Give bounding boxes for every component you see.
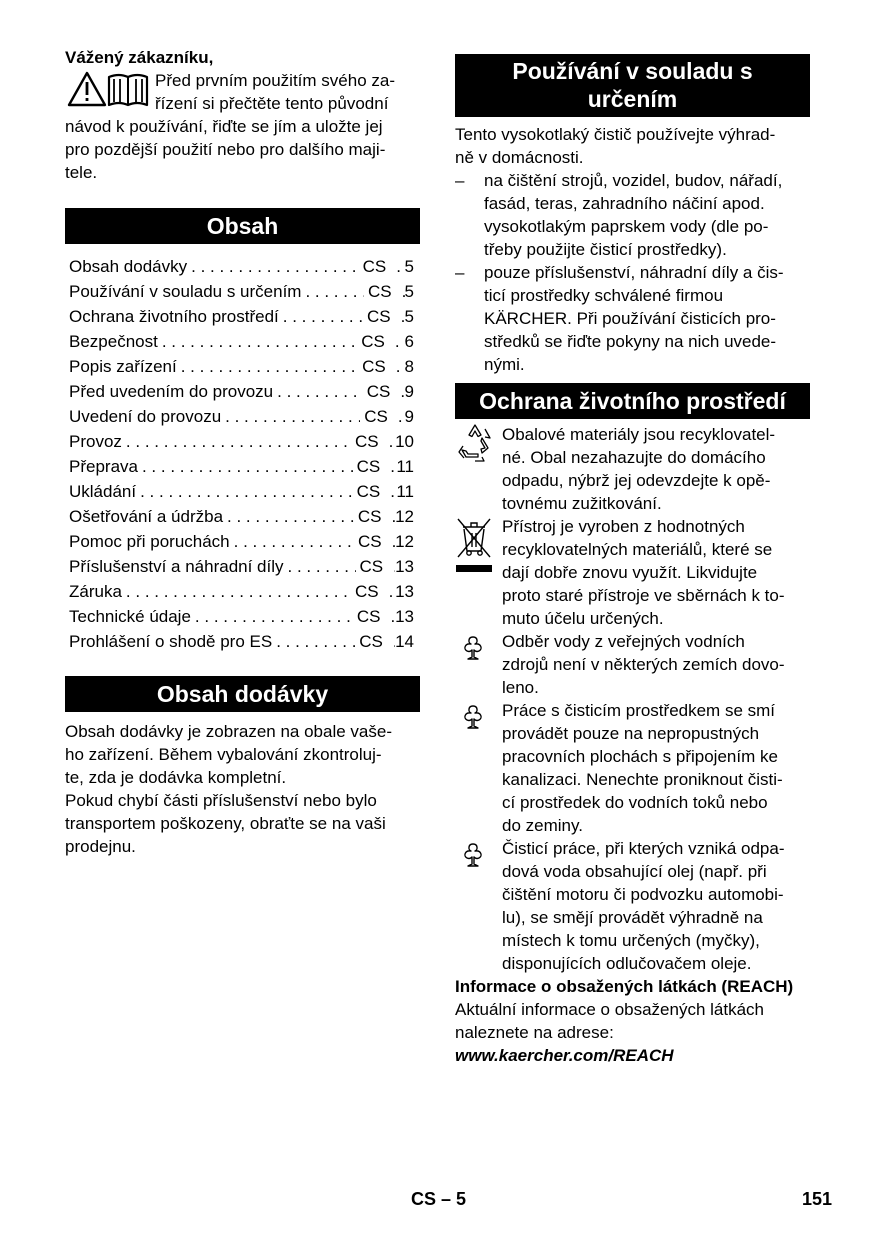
environment-item [455, 837, 810, 975]
crossed-bin-icon [455, 515, 493, 579]
list-item-line: středků se řiďte pokyny na nich uvede- [484, 332, 777, 351]
list-item-line: třeby použijte čisticí prostředky). [484, 240, 727, 259]
toc-leader-dots [195, 604, 353, 629]
toc-item-page: 14 [395, 632, 414, 651]
intended-use-heading-line-1: Používání v souladu s [512, 58, 753, 84]
toc-item-lang: CS [359, 557, 384, 576]
intro-line-3: návod k používání, řiďte se jím a uložte jej [65, 117, 383, 136]
environment-item-line: Práce s čisticím prostředkem se smí [502, 701, 776, 720]
toc-leader-dots [305, 279, 364, 304]
environment-item [455, 699, 810, 837]
footer-section-page: CS – 5 [411, 1189, 467, 1209]
toc-item-lang: CS [357, 532, 382, 551]
environment-item-line: recyklovatelných materiálů, které se [502, 540, 773, 559]
toc-item-lang: CS [356, 457, 381, 476]
toc-item-title: Ochrana životního prostředí [69, 307, 279, 326]
list-item [455, 169, 810, 261]
toc-item[interactable] [69, 504, 414, 529]
list-item-line: vysokotlakým paprskem vody (dle po- [484, 217, 769, 236]
intro-block [65, 46, 420, 184]
toc-item-lang: CS [357, 507, 382, 526]
environment-item-line: kanalizaci. Nenechte proniknout čisti- [502, 770, 783, 789]
intended-use-intro-line: Tento vysokotlaký čistič používejte výhrad- [455, 125, 776, 144]
toc-item[interactable] [69, 429, 414, 454]
environment-item-line: leno. [502, 678, 539, 697]
toc-item-page: 9 [404, 382, 414, 401]
toc-item-title: Záruka [69, 582, 122, 601]
toc-item-title: Ukládání [69, 482, 137, 501]
toc-item-lang: CS [356, 607, 381, 626]
toc-item[interactable] [69, 279, 414, 304]
environment-tree-icon [459, 633, 487, 663]
environment-item-line: Odběr vody z veřejných vodních [502, 632, 745, 651]
toc-item-page: 12 [395, 532, 414, 551]
toc-item-page: 5 [404, 257, 414, 276]
environment-item-line: provádět pouze na nepropustných [502, 724, 760, 743]
list-item-line: fasád, teras, zahradního náčiní apod. [484, 194, 765, 213]
toc-item-lang: CS [366, 382, 391, 401]
toc-item-title: Pomoc při poruchách [69, 532, 230, 551]
environment-item [455, 515, 810, 630]
intended-use-intro [455, 123, 810, 169]
toc-item-page: 13 [395, 607, 414, 626]
toc-item-title: Bezpečnost [69, 332, 158, 351]
reach-line: naleznete na adrese: [455, 1023, 614, 1042]
intro-line-2: řízení si přečtěte tento původní [155, 94, 389, 113]
toc-item-page: 10 [395, 432, 414, 451]
toc-item-page: 8 [404, 357, 414, 376]
intended-use-list [455, 169, 810, 376]
environment-item-line: Čisticí práce, při kterých vzniká odpa- [502, 839, 785, 858]
toc-item[interactable] [69, 304, 414, 329]
toc-item-lang: CS [362, 357, 386, 376]
toc-item-lang: CS [359, 632, 383, 651]
toc-item[interactable] [69, 529, 414, 554]
toc-item-title: Obsah dodávky [69, 257, 188, 276]
toc-leader-dots [142, 454, 353, 479]
toc-item-title: Používání v souladu s určením [69, 282, 302, 301]
toc-item[interactable] [69, 329, 414, 354]
environment-item [455, 423, 810, 515]
toc-page-dots [396, 354, 405, 379]
toc-item-page: 11 [396, 482, 414, 501]
toc-item-page: 9 [404, 407, 414, 426]
toc-item[interactable] [69, 379, 414, 404]
toc-item-page: 13 [395, 557, 414, 576]
toc-item-page: 12 [395, 507, 414, 526]
toc-item-title: Před uvedením do provozu [69, 382, 274, 401]
toc-item-lang: CS [361, 332, 385, 351]
delivery-line: transportem poškozeny, obraťte se na vaši [65, 814, 386, 833]
toc-item-title: Ošetřování a údržba [69, 507, 224, 526]
dash-bullet: – [455, 263, 465, 282]
toc-item-lang: CS [366, 307, 391, 326]
delivery-line: Obsah dodávky je zobrazen na obale vaše- [65, 722, 392, 741]
reach-text [455, 998, 810, 1044]
toc-item-page: 5 [404, 282, 414, 301]
delivery-line: te, zda je dodávka kompletní. [65, 768, 287, 787]
toc-item-title: Prohlášení o shodě pro ES [69, 632, 273, 651]
list-item-line: na čištění strojů, vozidel, budov, nářadí, [484, 171, 783, 190]
toc-item-title: Popis zařízení [69, 357, 177, 376]
toc-leader-dots [225, 404, 360, 429]
toc-leader-dots [276, 629, 355, 654]
list-item-line: ticí prostředky schválené firmou [484, 286, 724, 305]
toc-leader-dots [126, 429, 351, 454]
toc-leader-dots [283, 304, 363, 329]
environment-item-line: dová voda obsahující olej (např. při [502, 862, 767, 881]
warning-manual-icon [65, 69, 149, 111]
environment-item-line: lu), se smějí provádět výhradně na [502, 908, 763, 927]
toc-item[interactable] [69, 579, 414, 604]
delivery-text [65, 720, 420, 858]
reach-line: Aktuální informace o obsažených látkách [455, 1000, 765, 1019]
toc-item[interactable] [69, 454, 414, 479]
environment-heading: Ochrana životního prostředí [455, 383, 810, 419]
toc-item[interactable] [69, 404, 414, 429]
toc-item-title: Provoz [69, 432, 122, 451]
intro-line-1: Před prvním použitím svého za- [155, 71, 395, 90]
toc-leader-dots [140, 479, 353, 504]
environment-tree-icon [459, 702, 487, 732]
toc-leader-dots [181, 354, 358, 379]
list-item-line: KÄRCHER. Při používání čisticích pro- [484, 309, 776, 328]
left-column [65, 46, 420, 858]
environment-item-line: disponujících odlučovačem oleje. [502, 954, 752, 973]
toc-item-lang: CS [362, 257, 387, 276]
delivery-line: prodejnu. [65, 837, 136, 856]
toc-item-page: 5 [404, 307, 414, 326]
intended-use-intro-line: ně v domácnosti. [455, 148, 584, 167]
intended-use-heading [455, 54, 810, 117]
delivery-line: Pokud chybí části příslušenství nebo bylo [65, 791, 377, 810]
environment-item-line: cí prostředek do vodních toků nebo [502, 793, 768, 812]
toc-item[interactable] [69, 354, 414, 379]
toc-item-title: Příslušenství a náhradní díly [69, 557, 284, 576]
reach-url[interactable]: www.kaercher.com/REACH [455, 1046, 674, 1065]
environment-list [455, 423, 810, 975]
toc-heading: Obsah [65, 208, 420, 244]
intro-line-5: tele. [65, 163, 98, 182]
delivery-line: ho zařízení. Během vybalování zkontroluj- [65, 745, 382, 764]
toc-item-page: 6 [404, 332, 414, 351]
environment-item-line: odpadu, nýbrž jej odevzdejte k opě- [502, 471, 771, 490]
toc-page-dots [398, 404, 405, 429]
toc-page-dots [395, 329, 405, 354]
environment-item-line: zdrojů není v některých zemích dovo- [502, 655, 785, 674]
toc-item-page: 13 [395, 582, 414, 601]
toc-leader-dots [126, 579, 351, 604]
environment-item-line: tovnému zužitkování. [502, 494, 662, 513]
toc-item[interactable] [69, 254, 414, 279]
environment-item-line: né. Obal nezahazujte do domácího [502, 448, 766, 467]
toc-item-title: Přeprava [69, 457, 138, 476]
toc-item-lang: CS [354, 582, 379, 601]
environment-item-line: dají dobře znovu využít. Likvidujte [502, 563, 758, 582]
toc-item-title: Technické údaje [69, 607, 191, 626]
toc-item-lang: CS [364, 407, 388, 426]
environment-item-line: do zeminy. [502, 816, 583, 835]
toc-leader-dots [191, 254, 359, 279]
toc-page-dots [396, 254, 404, 279]
reach-heading: Informace o obsažených látkách (REACH) [455, 977, 794, 996]
right-column [455, 54, 810, 1067]
environment-item-line: místech k tomu určených (myčky), [502, 931, 760, 950]
toc-item-lang: CS [356, 482, 381, 501]
toc-item-title: Uvedení do provozu [69, 407, 222, 426]
environment-item-line: pracovních plochách s připojením ke [502, 747, 778, 766]
toc-leader-dots [227, 504, 354, 529]
toc-leader-dots [288, 554, 356, 579]
dash-bullet: – [455, 171, 465, 190]
greeting: Vážený zákazníku, [65, 48, 214, 67]
recycling-icon [455, 421, 495, 463]
list-item-line: nými. [484, 355, 525, 374]
toc-item-page: 11 [396, 457, 414, 476]
toc-item[interactable] [69, 604, 414, 629]
intro-icon-row [65, 69, 420, 115]
environment-item-line: proto staré přístroje ve sběrnách k to- [502, 586, 785, 605]
environment-tree-icon [459, 840, 487, 870]
environment-item-line: čištění motoru či podvozku automobi- [502, 885, 784, 904]
toc-leader-dots [162, 329, 357, 354]
environment-item-line: Obalové materiály jsou recyklovatel- [502, 425, 776, 444]
toc-item[interactable] [69, 554, 414, 579]
toc-leader-dots [234, 529, 354, 554]
toc-item-lang: CS [368, 282, 392, 301]
toc-item[interactable] [69, 629, 414, 654]
toc-leader-dots [277, 379, 363, 404]
list-item-line: pouze příslušenství, náhradní díly a čis- [484, 263, 784, 282]
table-of-contents [65, 254, 420, 654]
list-item [455, 261, 810, 376]
footer-page-number: 151 [802, 1189, 833, 1209]
environment-item-line: muto účelu určených. [502, 609, 664, 628]
toc-item-lang: CS [354, 432, 379, 451]
toc-item[interactable] [69, 479, 414, 504]
intended-use-heading-line-2: určením [587, 86, 678, 112]
intro-line-4: pro pozdější použití nebo pro dalšího maji- [65, 140, 386, 159]
environment-item-line: Přístroj je vyroben z hodnotných [502, 517, 745, 536]
environment-item [455, 630, 810, 699]
delivery-heading: Obsah dodávky [65, 676, 420, 712]
